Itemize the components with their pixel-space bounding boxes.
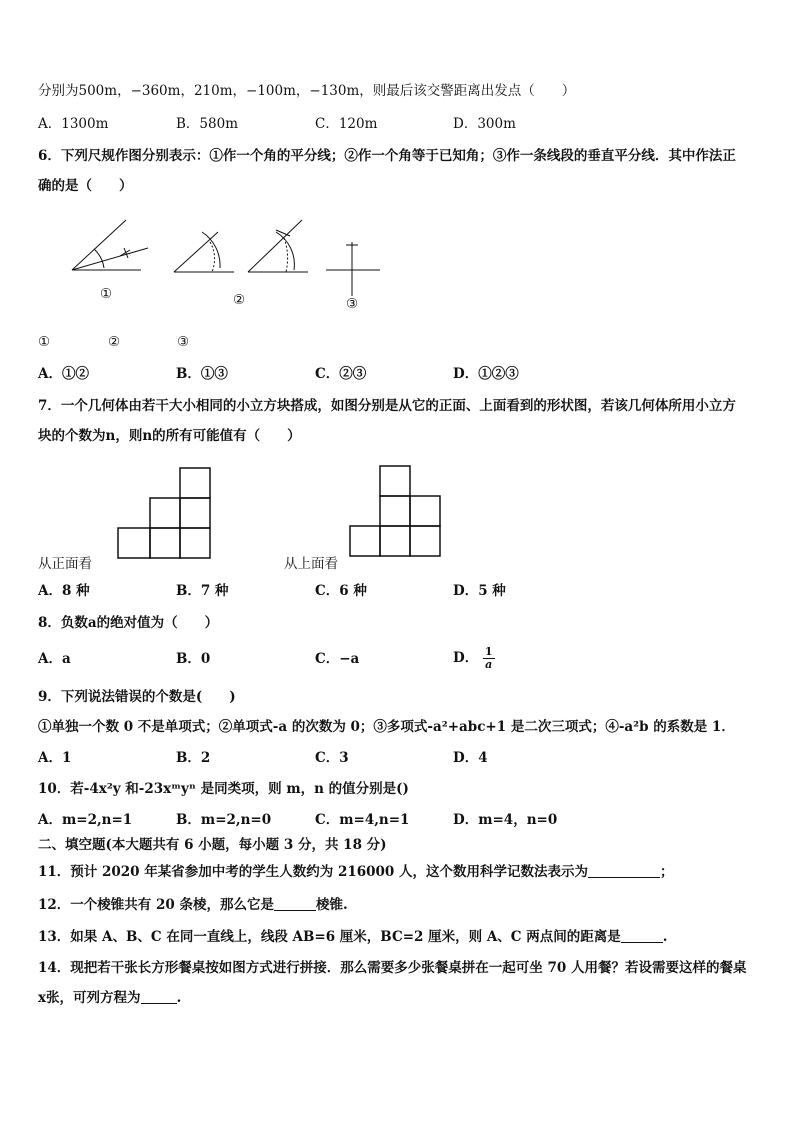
q8-option-d-fraction [483, 646, 495, 671]
q7-top-label: 从上面看 [284, 556, 338, 572]
q6-figure-perpendicular-bisector [324, 240, 384, 300]
q7-option-a: A．8 种 [38, 583, 90, 599]
q9-stem: 9．下列说法错误的个数是( ) [38, 689, 236, 705]
q7-top-view [348, 464, 448, 560]
q9-option-a: A．1 [38, 750, 72, 766]
q6-stem-line2: 确的是（ ） [38, 178, 133, 194]
q6-row-label-1: ① [38, 334, 51, 350]
fraction-numerator: 1 [484, 645, 493, 658]
q5-option-c: C．120m [315, 116, 378, 132]
q8-stem: 8．负数a的绝对值为（ ） [38, 615, 219, 631]
q10-option-b: B．m=2,n=0 [176, 812, 272, 828]
q13-answer-blank[interactable] [621, 928, 663, 943]
q9-option-c: C．3 [315, 750, 349, 766]
q9-detail: ①单独一个数 0 不是单项式；②单项式-a 的次数为 0；③多项式-a²+abc+1 是二次三项式；④-a²b 的系数是 1． [38, 719, 735, 735]
q6-option-b: B．①③ [176, 366, 228, 382]
q6-row-label-2: ② [108, 334, 121, 350]
q5-option-b: B．580m [176, 116, 238, 132]
q6-stem-line1: 6．下列尺规作图分别表示：①作一个角的平分线；②作一个角等于已知角；③作一条线段的垂直平分线．其中作法正 [38, 148, 736, 164]
q14-line2-text: x张，可列方程为 [38, 990, 141, 1006]
q6-figure-copy-angle-2 [246, 212, 316, 292]
q7-option-b: B．7 种 [176, 583, 229, 599]
q6-fig-label-1: ① [100, 286, 113, 302]
q7-stem-line1: 7．一个几何体由若干大小相同的小立方块搭成，如图分别是从它的正面、上面看到的形状图，若该几何体所用小立方 [38, 398, 736, 414]
q10-option-a: A．m=2,n=1 [38, 812, 133, 828]
q14-line1: 14．现把若干张长方形餐桌按如图方式进行拼接．那么需要多少张餐桌拼在一起可坐 70 人用餐？若设需要这样的餐桌 [38, 960, 747, 976]
q7-front-view [116, 466, 216, 562]
q11-text: 11．预计 2020 年某省参加中考的学生人数约为 216000 人，这个数用科学记数法表示为 [38, 864, 589, 880]
q10-stem: 10．若-4x²y 和-23xᵐyⁿ 是同类项，则 m，n 的值分别是() [38, 781, 409, 797]
q11 [38, 863, 674, 881]
q8-option-a: A．a [38, 651, 71, 667]
q11-answer-blank[interactable] [588, 863, 660, 878]
q6-option-c: C．②③ [315, 366, 367, 382]
q5-option-d: D．300m [453, 116, 516, 132]
section-heading: 二、填空题(本大题共有 6 小题，每小题 3 分，共 18 分) [38, 837, 387, 853]
q8-option-d-label: D． [453, 650, 479, 666]
q6-option-a: A．①② [38, 366, 89, 382]
q9-option-d: D．4 [453, 750, 488, 766]
q6-option-d: D．①②③ [453, 366, 519, 382]
q8-option-c: C．−a [315, 651, 360, 667]
q14-tail: . [176, 990, 182, 1006]
q10-option-c: C．m=4,n=1 [315, 812, 410, 828]
fraction-denominator: a [485, 658, 493, 671]
q13-text: 13．如果 A、B、C 在同一直线上，线段 AB=6 厘米，BC=2 厘米，则 A、C 两点间的距离是 [38, 929, 621, 945]
q5-stem: 分别为500m，−360m，210m，−100m，−130m，则最后该交警距离出发点（ ） [38, 83, 576, 99]
q7-front-label: 从正面看 [38, 556, 92, 572]
q7-stem-line2: 块的个数为n，则n的所有可能值有（ ） [38, 428, 301, 444]
q8-option-d [453, 646, 495, 671]
q6-figure-copy-angle [172, 228, 242, 288]
q12 [38, 896, 348, 914]
q6-row-label-3: ③ [177, 334, 190, 350]
q14-line2 [38, 989, 181, 1007]
q6-fig-label-3: ③ [346, 296, 359, 312]
q8-option-b: B．0 [176, 651, 211, 667]
q6-fig-label-2: ② [233, 292, 246, 308]
q10-option-d: D．m=4，n=0 [453, 812, 558, 828]
q7-option-d: D．5 种 [453, 583, 506, 599]
q13 [38, 928, 667, 946]
q7-option-c: C．6 种 [315, 583, 367, 599]
q14-answer-blank[interactable] [141, 989, 177, 1004]
q11-tail: ； [660, 864, 674, 880]
q12-tail: 棱锥. [315, 897, 348, 913]
q9-option-b: B．2 [176, 750, 211, 766]
q12-text: 12．一个棱锥共有 20 条棱，那么它是 [38, 897, 274, 913]
q13-tail: . [662, 929, 668, 945]
q5-option-a: A．1300m [38, 116, 109, 132]
q12-answer-blank[interactable] [274, 896, 316, 911]
